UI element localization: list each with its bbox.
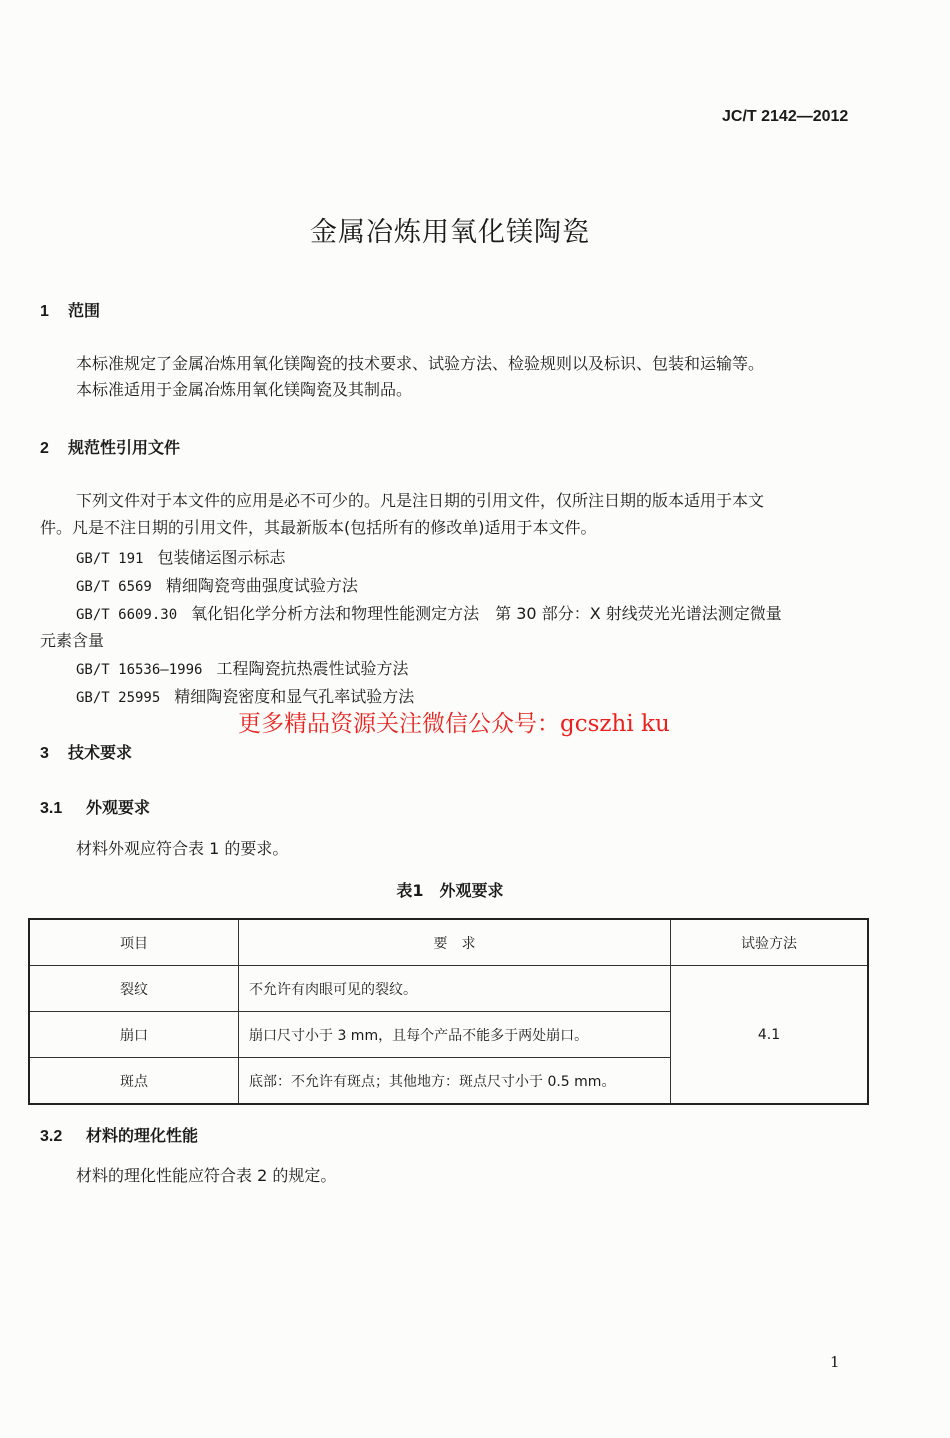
- standard-number: JC/T 2142—2012: [722, 108, 849, 125]
- table-header-requirement: 要 求: [239, 919, 671, 966]
- reference-title: 元素含量: [40, 631, 105, 650]
- subsection-number: 3.2: [40, 1128, 63, 1145]
- table-cell-method: 4.1: [671, 966, 869, 1105]
- subsection-3-1-text: 材料外观应符合表 1 的要求。: [76, 839, 289, 858]
- reference-code: GB/T 25995: [76, 690, 161, 706]
- table-cell-requirement: 崩口尺寸小于 3 mm，且每个产品不能多于两处崩口。: [239, 1012, 671, 1058]
- table-caption: 表1 外观要求: [396, 881, 504, 900]
- document-title: 金属冶炼用氧化镁陶瓷: [310, 217, 590, 248]
- reference-item: [76, 573, 358, 596]
- page-number: 1: [830, 1353, 840, 1371]
- subsection-3-2-heading: [40, 1123, 198, 1146]
- reference-code: GB/T 6569: [76, 579, 152, 595]
- reference-item: [76, 601, 782, 624]
- section-2-intro-line-2: 件。凡是不注日期的引用文件，其最新版本(包括所有的修改单)适用于本文件。: [40, 518, 597, 537]
- subsection-3-1-heading: [40, 795, 150, 818]
- table-header-row: [29, 919, 868, 966]
- section-1-heading: [40, 298, 100, 321]
- reference-title: 包装储运图示标志: [157, 548, 286, 567]
- reference-item: [76, 545, 285, 568]
- subsection-number: 3.1: [40, 800, 63, 817]
- reference-item: [76, 684, 414, 707]
- section-number: 2: [40, 440, 49, 457]
- reference-item: [76, 656, 408, 679]
- table-cell-requirement: 底部：不允许有斑点；其他地方：斑点尺寸小于 0.5 mm。: [239, 1058, 671, 1105]
- table-row: [29, 966, 868, 1012]
- reference-title: 精细陶瓷弯曲强度试验方法: [165, 576, 358, 595]
- table-cell-item: 斑点: [29, 1058, 239, 1105]
- table-cell-item: 崩口: [29, 1012, 239, 1058]
- section-number: 3: [40, 745, 49, 762]
- section-1-paragraph-1: 本标准规定了金属冶炼用氧化镁陶瓷的技术要求、试验方法、检验规则以及标识、包装和运输等。: [76, 354, 765, 373]
- reference-title: 精细陶瓷密度和显气孔率试验方法: [174, 687, 415, 706]
- reference-item-continuation: [40, 628, 104, 651]
- subsection-title: 外观要求: [86, 798, 151, 817]
- table-cell-item: 裂纹: [29, 966, 239, 1012]
- section-1-paragraph-2: 本标准适用于金属冶炼用氧化镁陶瓷及其制品。: [76, 380, 413, 399]
- reference-title: 氧化铝化学分析方法和物理性能测定方法 第 30 部分：X 射线荧光光谱法测定微量: [191, 604, 782, 623]
- section-3-heading: [40, 740, 132, 763]
- reference-code: GB/T 16536—1996: [76, 662, 203, 678]
- subsection-3-2-text: 材料的理化性能应符合表 2 的规定。: [76, 1166, 337, 1185]
- subsection-title: 材料的理化性能: [86, 1126, 199, 1145]
- table-header-item: 项目: [29, 919, 239, 966]
- section-2-intro-line-1: 下列文件对于本文件的应用是必不可少的。凡是注日期的引用文件，仅所注日期的版本适用于本文: [76, 491, 765, 510]
- table-cell-requirement: 不允许有肉眼可见的裂纹。: [239, 966, 671, 1012]
- table-header-method: 试验方法: [671, 919, 869, 966]
- section-title: 技术要求: [68, 743, 133, 762]
- section-2-heading: [40, 435, 180, 458]
- appearance-requirements-table: [28, 918, 869, 1105]
- section-number: 1: [40, 303, 49, 320]
- section-title: 规范性引用文件: [68, 438, 181, 457]
- watermark-text: 更多精品资源关注微信公众号：gcszhi ku: [238, 711, 670, 737]
- section-title: 范围: [68, 301, 101, 320]
- reference-title: 工程陶瓷抗热震性试验方法: [216, 659, 409, 678]
- reference-code: GB/T 191: [76, 551, 144, 567]
- reference-code: GB/T 6609.30: [76, 607, 178, 623]
